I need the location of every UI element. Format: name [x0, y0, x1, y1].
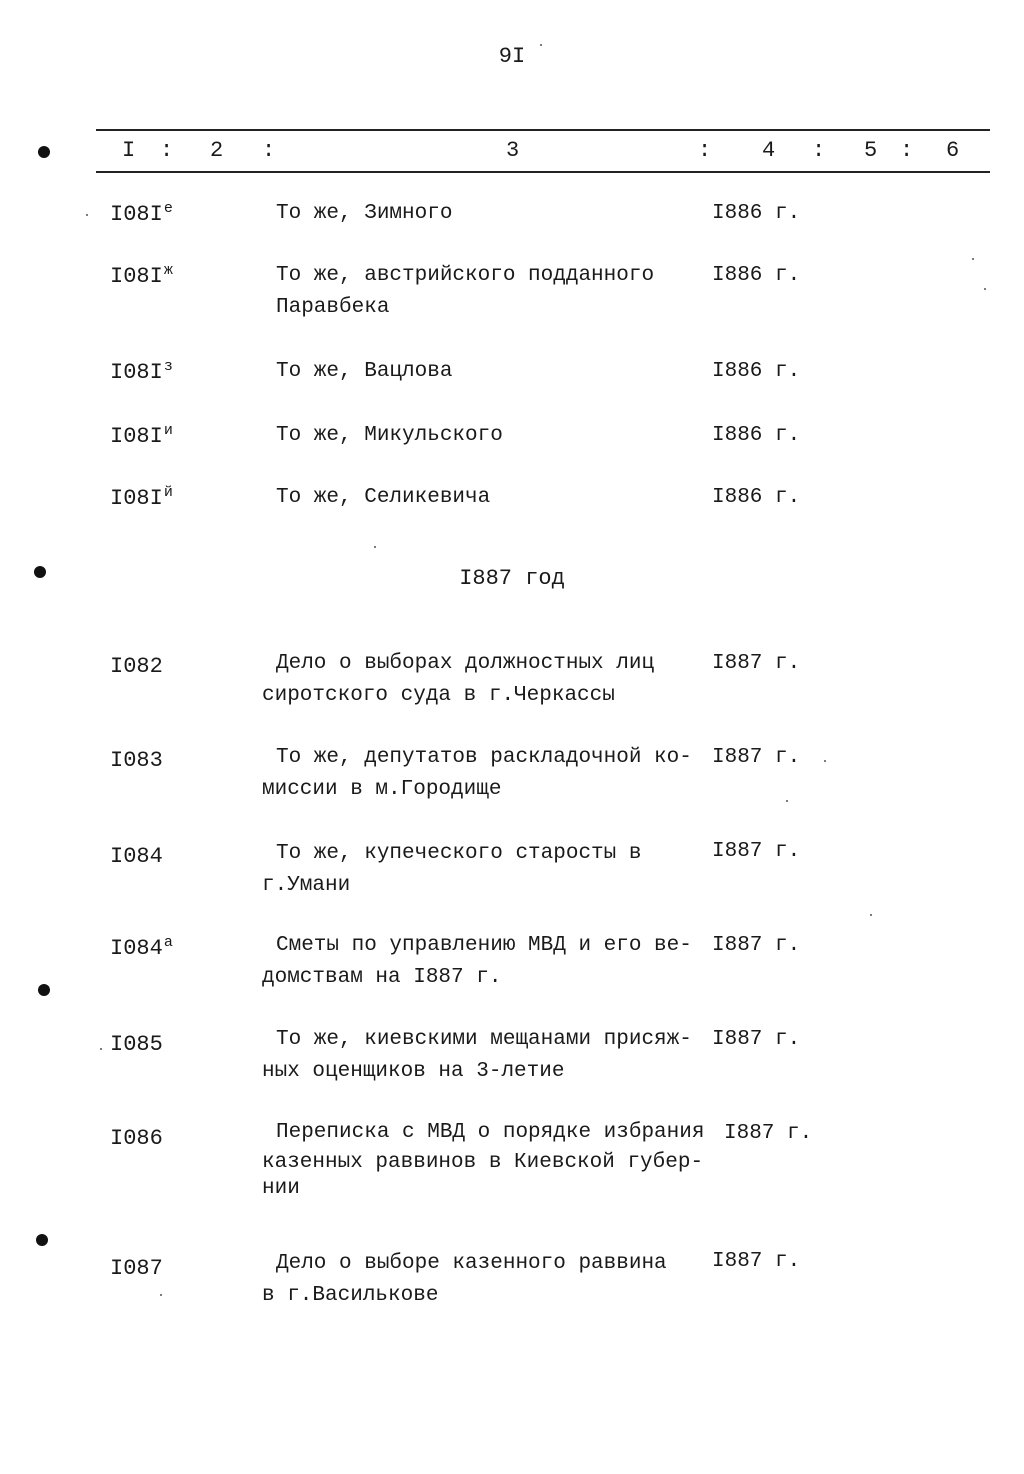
description-line: То же, купеческого старосты в — [276, 842, 642, 865]
entry-date: I886 г. — [712, 360, 801, 383]
description-line: То же, Микульского — [276, 424, 503, 447]
punch-hole-mark — [38, 146, 50, 158]
entry-suffix: а — [163, 934, 173, 951]
entry-date: I887 г. — [712, 652, 801, 675]
page-number: 9I — [498, 44, 526, 69]
entry-suffix: ж — [163, 262, 173, 279]
entry-number: I086 — [110, 1126, 163, 1151]
entry-description — [262, 420, 503, 452]
description-line: Паравбека — [276, 296, 390, 319]
description-line: То же, Зимного — [276, 202, 453, 225]
entry-date: I887 г. — [712, 1250, 801, 1273]
entry-date: I887 г. — [724, 1122, 813, 1145]
entry-description — [262, 742, 692, 806]
col-separator: : — [698, 138, 712, 163]
description-line: То же, киевскими мещанами присяж- — [276, 1028, 692, 1051]
entry-date: I886 г. — [712, 424, 801, 447]
entry-suffix: й — [163, 484, 173, 501]
scan-speck — [540, 44, 542, 46]
col-6-header: 6 — [946, 138, 960, 163]
entry-description — [262, 838, 641, 902]
scan-speck — [100, 1048, 102, 1050]
entry-date: I886 г. — [712, 486, 801, 509]
description-line: То же, Вацлова — [276, 360, 453, 383]
entry-date: I887 г. — [712, 746, 801, 769]
col-separator: : — [812, 138, 826, 163]
entry-description — [262, 648, 654, 712]
entry-description — [262, 482, 490, 514]
header-top-rule — [96, 129, 990, 131]
entry-description — [262, 930, 692, 994]
entry-number: I087 — [110, 1256, 163, 1281]
description-line: миссии в м.Городище — [262, 778, 502, 801]
description-line: казенных раввинов в Киевской губер- — [262, 1151, 704, 1174]
entry-description — [262, 198, 452, 230]
col-separator: : — [160, 138, 174, 163]
description-line: сиротского суда в г.Черкассы — [262, 684, 615, 707]
entry-number: $I08I^з$ — [110, 358, 173, 385]
col-separator: : — [262, 138, 276, 163]
entry-date: I886 г. — [712, 202, 801, 225]
entry-number: $I08I^и$ — [110, 422, 173, 449]
description-line: Сметы по управлению МВД и его ве- — [276, 934, 692, 957]
entry-description — [262, 1248, 667, 1312]
punch-hole-mark — [34, 566, 46, 578]
entry-number: $I084^а$ — [110, 934, 173, 961]
punch-hole-mark — [38, 984, 50, 996]
punch-hole-mark — [36, 1234, 48, 1246]
description-line: Переписка с МВД о порядке избрания — [276, 1121, 705, 1144]
entry-number: I084 — [110, 844, 163, 869]
entry-number: $I08I^е$ — [110, 200, 173, 227]
description-line: домствам на I887 г. — [262, 966, 502, 989]
description-line: нии — [262, 1177, 300, 1200]
entry-date: I887 г. — [712, 840, 801, 863]
col-separator: : — [900, 138, 914, 163]
col-1-header: I — [122, 138, 136, 163]
entry-number: I082 — [110, 654, 163, 679]
description-line: Дело о выборах должностных лиц — [276, 652, 655, 675]
entry-description — [262, 1024, 692, 1088]
col-5-header: 5 — [864, 138, 878, 163]
entry-number: I085 — [110, 1032, 163, 1057]
description-line: в г.Василькове — [262, 1284, 439, 1307]
entry-date: I887 г. — [712, 934, 801, 957]
entry-description — [262, 1118, 704, 1200]
description-line: То же, Селикевича — [276, 486, 491, 509]
description-line: Дело о выборе казенного раввина — [276, 1252, 667, 1275]
description-line: ных оценщиков на 3-летие — [262, 1060, 565, 1083]
scan-speck — [160, 1294, 162, 1296]
entry-suffix: з — [163, 358, 173, 375]
entry-date: I887 г. — [712, 1028, 801, 1051]
scan-speck — [984, 288, 986, 290]
entry-description — [262, 260, 654, 324]
scan-speck — [786, 800, 788, 802]
entry-number: $I08I^й$ — [110, 484, 173, 511]
col-4-header: 4 — [762, 138, 776, 163]
scan-speck — [824, 760, 826, 762]
entry-suffix: и — [163, 422, 173, 439]
scan-speck — [870, 914, 872, 916]
header-bottom-rule — [96, 171, 990, 173]
section-title: I887 год — [459, 566, 565, 591]
entry-number: $I08I^ж$ — [110, 262, 173, 289]
entry-number: I083 — [110, 748, 163, 773]
description-line: То же, австрийского подданного — [276, 264, 655, 287]
entry-suffix: е — [163, 200, 173, 217]
entry-date: I886 г. — [712, 264, 801, 287]
description-line: г.Умани — [262, 874, 351, 897]
scan-speck — [86, 214, 88, 216]
description-line: То же, депутатов раскладочной ко- — [276, 746, 692, 769]
scan-speck — [374, 546, 376, 548]
col-3-header: 3 — [506, 138, 520, 163]
col-2-header: 2 — [210, 138, 224, 163]
scan-speck — [972, 258, 974, 260]
entry-description — [262, 356, 452, 388]
